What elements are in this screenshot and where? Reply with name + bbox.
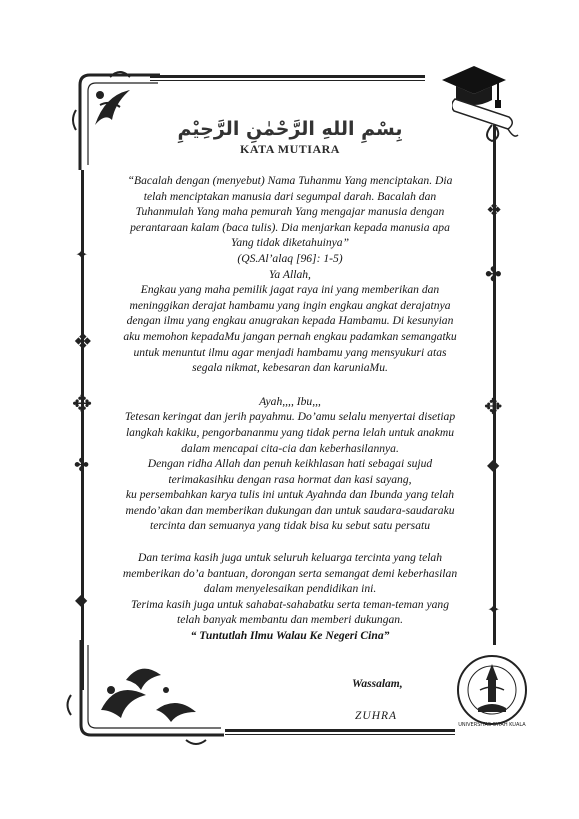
bottom-border-thin-line (225, 734, 455, 735)
top-border-line (150, 75, 425, 78)
quote-line: perantaraan kalam (baca tulis). Dia menjarkan kepada manusia apa (130, 220, 450, 234)
thanks-line: Dan terima kasih juga untuk seluruh keluarga tercinta yang telah (137, 551, 443, 565)
thanks-section (100, 550, 480, 644)
quran-quote (100, 173, 480, 267)
quote-line: Yang tidak diketahuinya” (230, 236, 350, 250)
thanks-line: dalam menyelesaikan pendidikan ini. (203, 582, 377, 596)
svg-text:UNIVERSITAS SYIAH KUALA: UNIVERSITAS SYIAH KUALA (458, 722, 526, 728)
closing-salutation: Wassalam, (352, 678, 403, 690)
parents-line: langkah kakiku, pengorbananmu yang tidak perna lelah untuk anakmu (125, 425, 455, 439)
right-ornament-3: ✥ (484, 395, 503, 420)
parents-line: Ayah,,,, Ibu,,, (259, 394, 321, 408)
prayer-line: Ya Allah, (269, 267, 311, 281)
quote-reference: (QS.Al’alaq [96]: 1-5) (237, 251, 343, 265)
quote-line: “Bacalah dengan (menyebut) Nama Tuhanmu Yang menciptakan. Dia (127, 174, 453, 187)
parents-line: terimakasihku dengan rasa hormat dan kasi sayang, (168, 472, 412, 486)
right-ornament-2: ✤ (485, 262, 502, 286)
parents-line: ku persembahkan karya tulis ini untuk Ayahnda dan Ibunda yang telah (125, 488, 455, 502)
page-title: KATA MUTIARA (240, 142, 340, 156)
thanks-line: Terima kasih juga untuk sahabat-sahabatku serta teman-teman yang (130, 597, 450, 611)
quote-line: telah menciptakan manusia dari segumpal darah. Bacalah dan (143, 189, 437, 203)
prayer-line: dengan ilmu yang engkau anugrakan kepada Hambamu. Di kesunyian (126, 314, 454, 328)
thanks-line: memberikan do’a bantuan, dorongan serta semangat demi keberhasilan (122, 566, 458, 580)
thanks-line: telah banyak membantu dan memberi dukungan. (176, 613, 404, 627)
parents-line: Tetesan keringat dan jerih payahmu. Do’amu selalu menyertai disetiap (124, 410, 456, 424)
prayer-line: meninggikan derajat hambamu yang ingin engkau angkat derajatnya (129, 298, 451, 312)
closing-quote: “ Tuntutlah Ilmu Walau Ke Negeri Cina” (190, 629, 390, 643)
quote-line: Tuhanmulah Yang maha pemurah Yang mengajar manusia dengan (135, 205, 445, 219)
prayer-line: Engkau yang maha pemilik jagat raya ini yang memberikan dan (140, 283, 440, 297)
spacer (100, 376, 480, 394)
left-ornament-4: ✤ (74, 455, 90, 476)
right-ornament-5: ✦ (487, 600, 501, 619)
left-ornament-5: ◆ (75, 590, 88, 609)
basmalah: بِسْمِ اللهِ الرَّحْمٰنِ الرَّحِيْمِ (177, 118, 403, 140)
document-body (100, 118, 480, 644)
prayer-line: segala nikmat, kebesaran dan karuniaMu. (192, 361, 388, 375)
left-ornament-1: ✦ (75, 245, 89, 264)
top-border-thin-line (150, 80, 425, 81)
parents-section (100, 394, 480, 534)
bottom-border-line (225, 729, 455, 732)
right-ornament-4: ◆ (487, 455, 500, 474)
left-ornament-3: ✥ (72, 390, 93, 418)
parents-line: Dengan ridha Allah dan penuh keikhlasan hati sebagai sujud (147, 457, 433, 471)
parents-line: tercinta dan semuanya yang tidak bisa ku sebut satu persatu (149, 519, 431, 533)
university-seal-icon (452, 650, 532, 730)
parents-line: dalam mencapai cita-cia dan keberhasilannya. (181, 441, 399, 455)
parents-line: mendo’akan dan memberikan dukungan dan untuk saudara-saudaraku (125, 503, 455, 517)
prayer-line: aku memohon kepadaMu jangan pernah engkau padamkan semangatku (123, 329, 457, 343)
corner-ornament-bottom-left (66, 640, 226, 750)
right-ornament-1: ❖ (486, 200, 503, 221)
left-ornament-2: ❖ (73, 330, 93, 355)
author-name: ZUHRA (355, 710, 398, 722)
spacer (100, 534, 480, 550)
prayer-line: untuk menuntut ilmu agar menjadi hambamu yang mensyukuri atas (133, 345, 447, 359)
prayer-section (100, 267, 480, 376)
